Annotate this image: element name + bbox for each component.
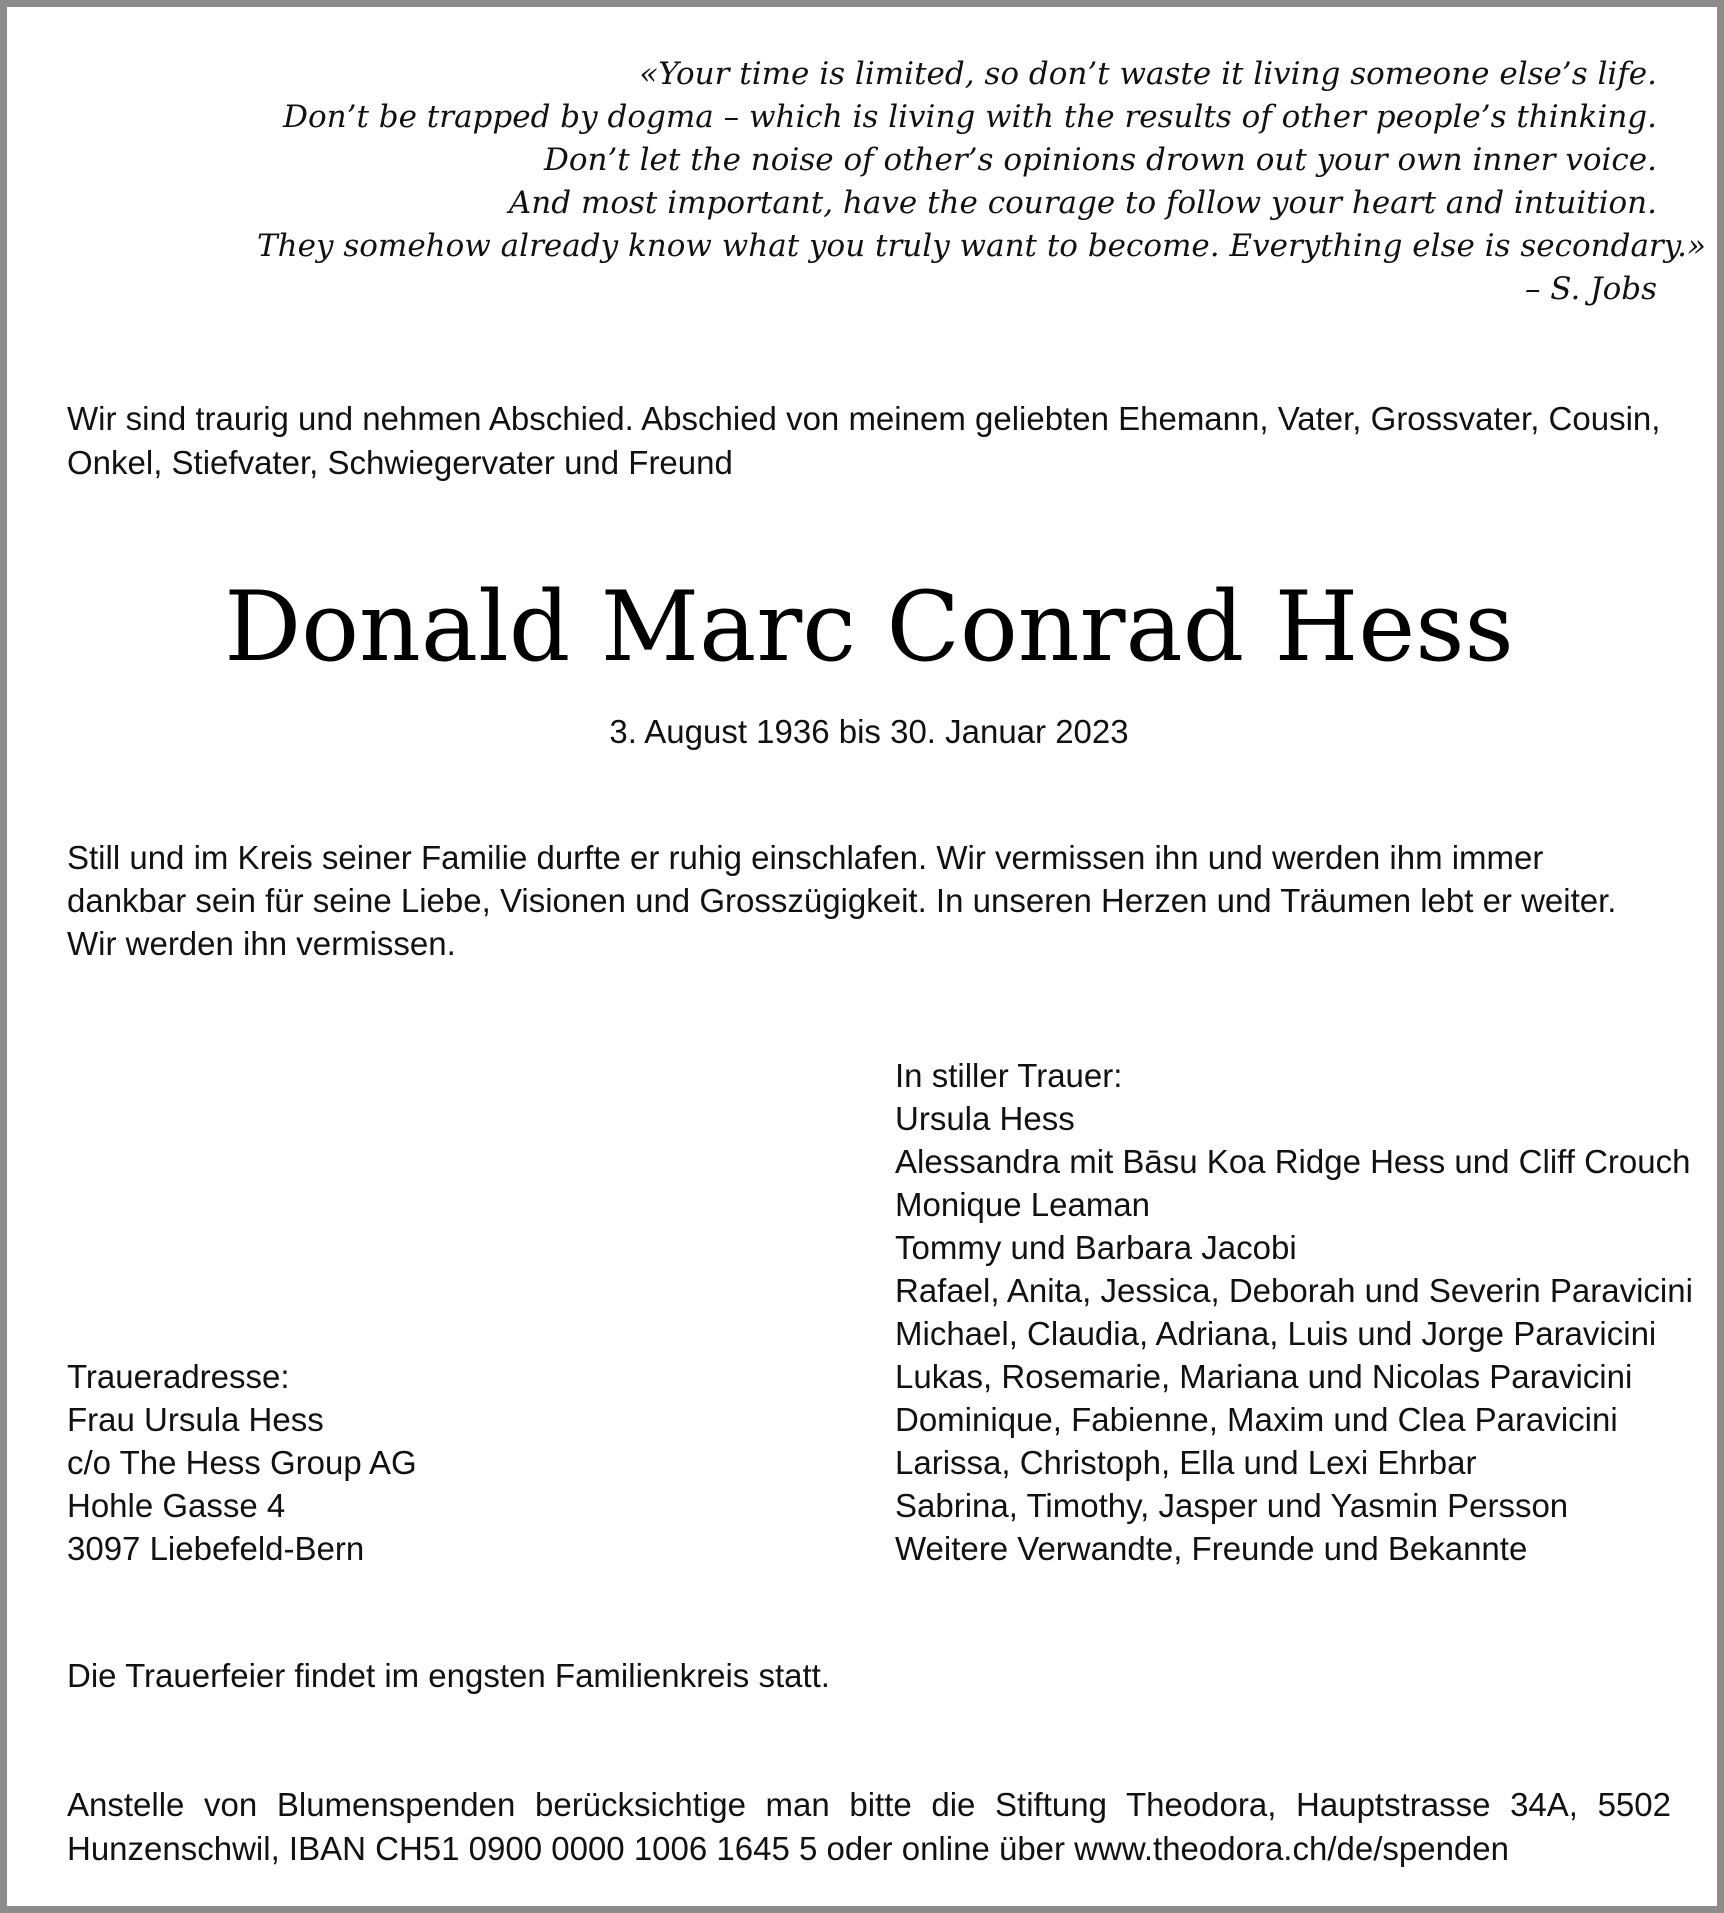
quote-line: «Your time is limited, so don’t waste it living someone else’s life. — [639, 56, 1657, 92]
mourner-name: Monique Leaman — [895, 1186, 1151, 1223]
mourner-name: Ursula Hess — [895, 1100, 1075, 1137]
address-label: Traueradresse: — [67, 1358, 290, 1395]
ceremony-note: Die Trauerfeier findet im engsten Familienkreis statt. — [67, 1657, 830, 1694]
mourner-name: Weitere Verwandte, Freunde und Bekannte — [895, 1530, 1528, 1567]
mourner-name: Larissa, Christoph, Ella und Lexi Ehrbar — [895, 1444, 1477, 1481]
mourner-name: Rafael, Anita, Jessica, Deborah und Severin Paravicini — [895, 1272, 1693, 1309]
mourner-name: Michael, Claudia, Adriana, Luis und Jorge Paravicini — [895, 1315, 1657, 1352]
quote-line: They somehow already know what you truly want to become. Everything else is secondary.» — [257, 228, 1706, 264]
quote-line: Don’t let the noise of other’s opinions drown out your own inner voice. — [543, 142, 1657, 178]
donation-note: Anstelle von Blumenspenden berücksichtige man bitte die Stiftung Theodora, Hauptstrasse 34A, 5502 Hunzenschwil, IBAN CH51 0900 0000 1006 1645 5 oder online über www.theodora.ch/de/spenden — [67, 1786, 1671, 1867]
mourner-name: Alessandra mit Bāsu Koa Ridge Hess und Cliff Crouch — [895, 1143, 1691, 1180]
mourner-name: Lukas, Rosemarie, Mariana und Nicolas Paravicini — [895, 1358, 1633, 1395]
address-line: Hohle Gasse 4 — [67, 1487, 286, 1524]
quote-attribution: – S. Jobs — [1524, 271, 1657, 307]
intro-text: Wir sind traurig und nehmen Abschied. Abschied von meinem geliebten Ehemann, Vater, Grossvater, Cousin, Onkel, Stiefvater, Schwiegervater und Freund — [67, 400, 1661, 481]
quote-block — [257, 53, 1706, 311]
deceased-name: Donald Marc Conrad Hess — [224, 571, 1514, 683]
quote-line: And most important, have the courage to follow your heart and intuition. — [508, 185, 1657, 221]
address-line: c/o The Hess Group AG — [67, 1444, 417, 1481]
quote-line: Don’t be trapped by dogma – which is living with the results of other people’s thinking. — [283, 99, 1657, 135]
life-dates: 3. August 1936 bis 30. Januar 2023 — [609, 713, 1129, 750]
mourner-name: Dominique, Fabienne, Maxim und Clea Paravicini — [895, 1401, 1618, 1438]
mourner-name: Tommy und Barbara Jacobi — [895, 1229, 1297, 1266]
mourning-address — [67, 1355, 767, 1570]
mourner-name: Sabrina, Timothy, Jasper und Yasmin Persson — [895, 1487, 1569, 1524]
address-line: Frau Ursula Hess — [67, 1401, 324, 1438]
mourners-list — [895, 1054, 1693, 1570]
mourners-heading: In stiller Trauer: — [895, 1057, 1123, 1094]
address-line: 3097 Liebefeld-Bern — [67, 1530, 365, 1567]
farewell-message: Still und im Kreis seiner Familie durfte er ruhig einschlafen. Wir vermissen ihn und werden ihm immer dankbar sein für seine Liebe, Visionen und Grosszügigkeit. In unseren Herzen und Träumen lebt er weiter. Wir werden ihn vermissen. — [67, 839, 1617, 962]
